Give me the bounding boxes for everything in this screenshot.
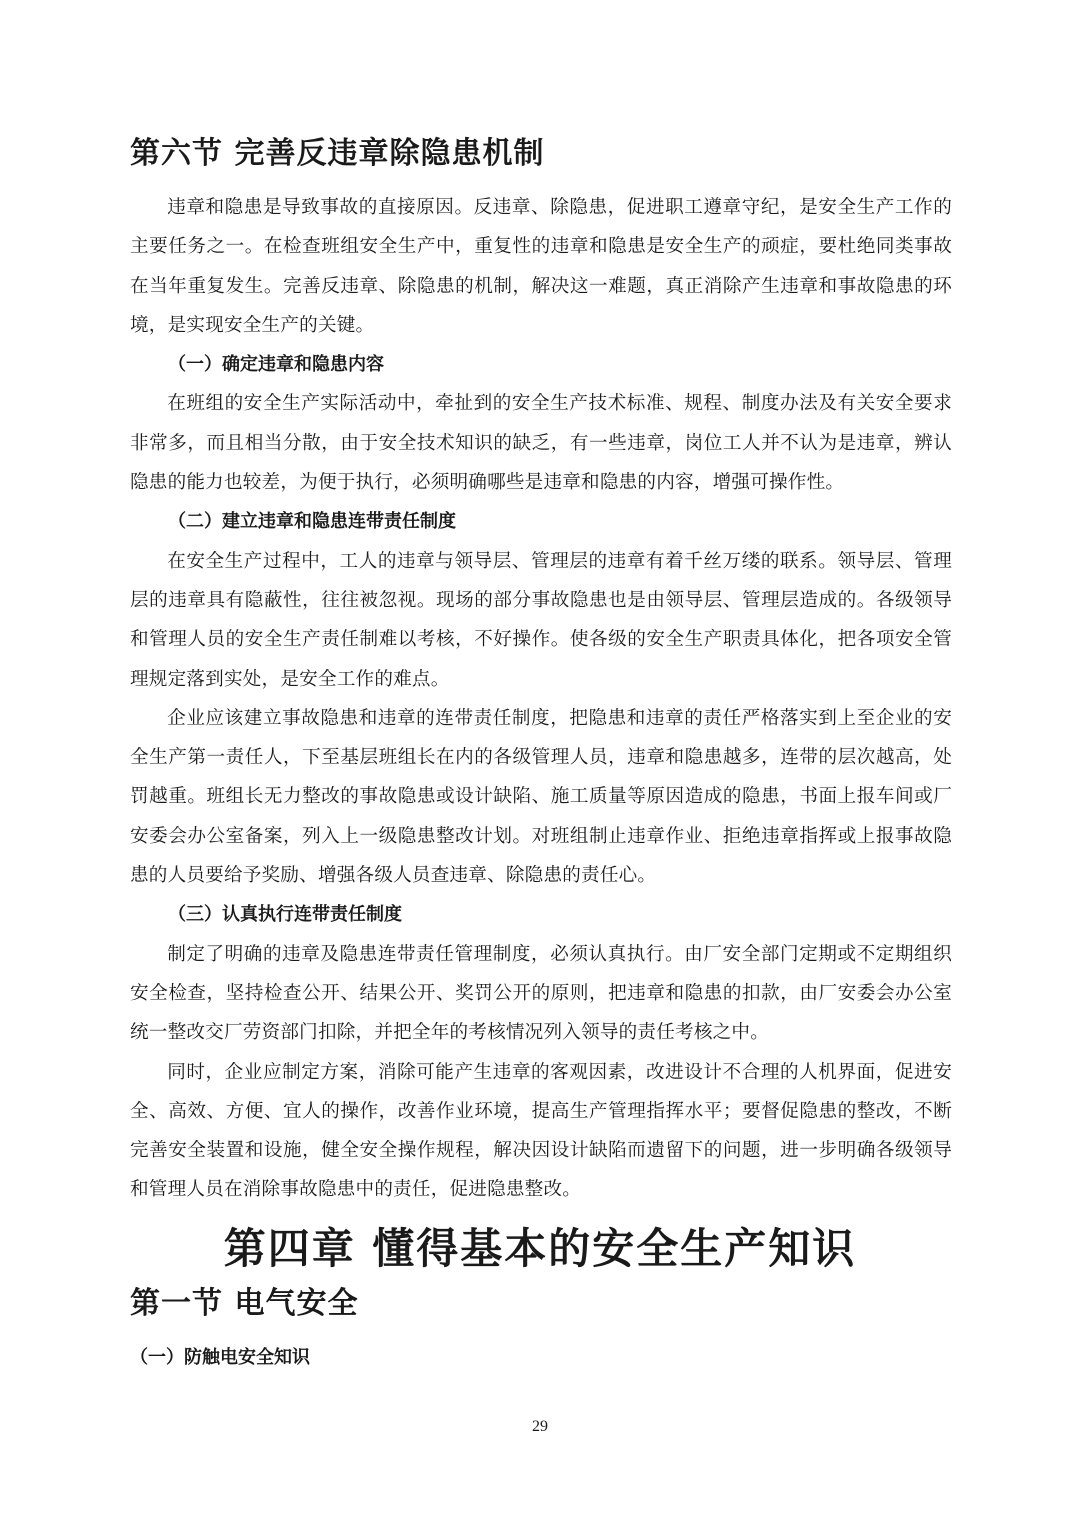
section-6-body bbox=[130, 188, 952, 1210]
subsection-2-paragraph-2: 企业应该建立事故隐患和违章的连带责任制度，把隐患和违章的责任严格落实到上至企业的安全生产第一责任人，下至基层班组长在内的各级管理人员，违章和隐患越多，连带的层次越高，处罚越重。班组长无力整改的事故隐患或设计缺陷、施工质量等原因造成的隐患，书面上报车间或厂安委会办公室备案，列入上一级隐患整改计划。对班组制止违章作业、拒绝违章指挥或上报事故隐患的人员要给予奖励、增强各级人员查违章、除隐患的责任心。 bbox=[130, 707, 952, 887]
chapter-4-title: 第四章 懂得基本的安全生产知识 bbox=[223, 1224, 857, 1273]
subsection-3-heading: （三）认真执行连带责任制度 bbox=[168, 904, 402, 926]
subsection-2-paragraph-1: 在安全生产过程中，工人的违章与领导层、管理层的违章有着千丝万缕的联系。领导层、管理层的违章具有隐蔽性，往往被忽视。现场的部分事故隐患也是由领导层、管理层造成的。各级领导和管理人员的安全生产责任制难以考核，不好操作。使各级的安全生产职责具体化，把各项安全管理规定落到实处，是安全工作的难点。 bbox=[130, 550, 952, 690]
page-number: 29 bbox=[532, 1418, 548, 1435]
section-6-title: 第六节 完善反违章除隐患机制 bbox=[130, 136, 545, 171]
subsection-2-heading: （二）建立违章和隐患连带责任制度 bbox=[168, 511, 456, 533]
subsection-3-paragraph-1: 制定了明确的违章及隐患连带责任管理制度，必须认真执行。由厂安全部门定期或不定期组织安全检查，坚持检查公开、结果公开、奖罚公开的原则，把违章和隐患的扣款，由厂安委会办公室统一整改交厂劳资部门扣除，并把全年的考核情况列入领导的责任考核之中。 bbox=[130, 943, 952, 1044]
section-1-subheading: （一）防触电安全知识 bbox=[130, 1347, 310, 1368]
section-6-intro-paragraph: 违章和隐患是导致事故的直接原因。反违章、除隐患，促进职工遵章守纪，是安全生产工作的主要任务之一。在检查班组安全生产中，重复性的违章和隐患是安全生产的顽症，要杜绝同类事故在当年重复发生。完善反违章、除隐患的机制，解决这一难题，真正消除产生违章和事故隐患的环境，是实现安全生产的关键。 bbox=[130, 197, 952, 336]
section-1-title: 第一节 电气安全 bbox=[130, 1286, 359, 1321]
subsection-3-paragraph-2: 同时，企业应制定方案，消除可能产生违章的客观因素，改进设计不合理的人机界面，促进安全、高效、方便、宜人的操作，改善作业环境，提高生产管理指挥水平；要督促隐患的整改，不断完善安全装置和设施，健全安全操作规程，解决因设计缺陷而遗留下的问题，进一步明确各级领导和管理人员在消除事故隐患中的责任，促进隐患整改。 bbox=[130, 1061, 952, 1201]
subsection-1-paragraph: 在班组的安全生产实际活动中，牵扯到的安全生产技术标准、规程、制度办法及有关安全要求非常多，而且相当分散，由于安全技术知识的缺乏，有一些违章，岗位工人并不认为是违章，辨认隐患的能力也较差，为便于执行，必须明确哪些是违章和隐患的内容，增强可操作性。 bbox=[130, 393, 952, 494]
subsection-1-heading: （一）确定违章和隐患内容 bbox=[168, 354, 384, 376]
